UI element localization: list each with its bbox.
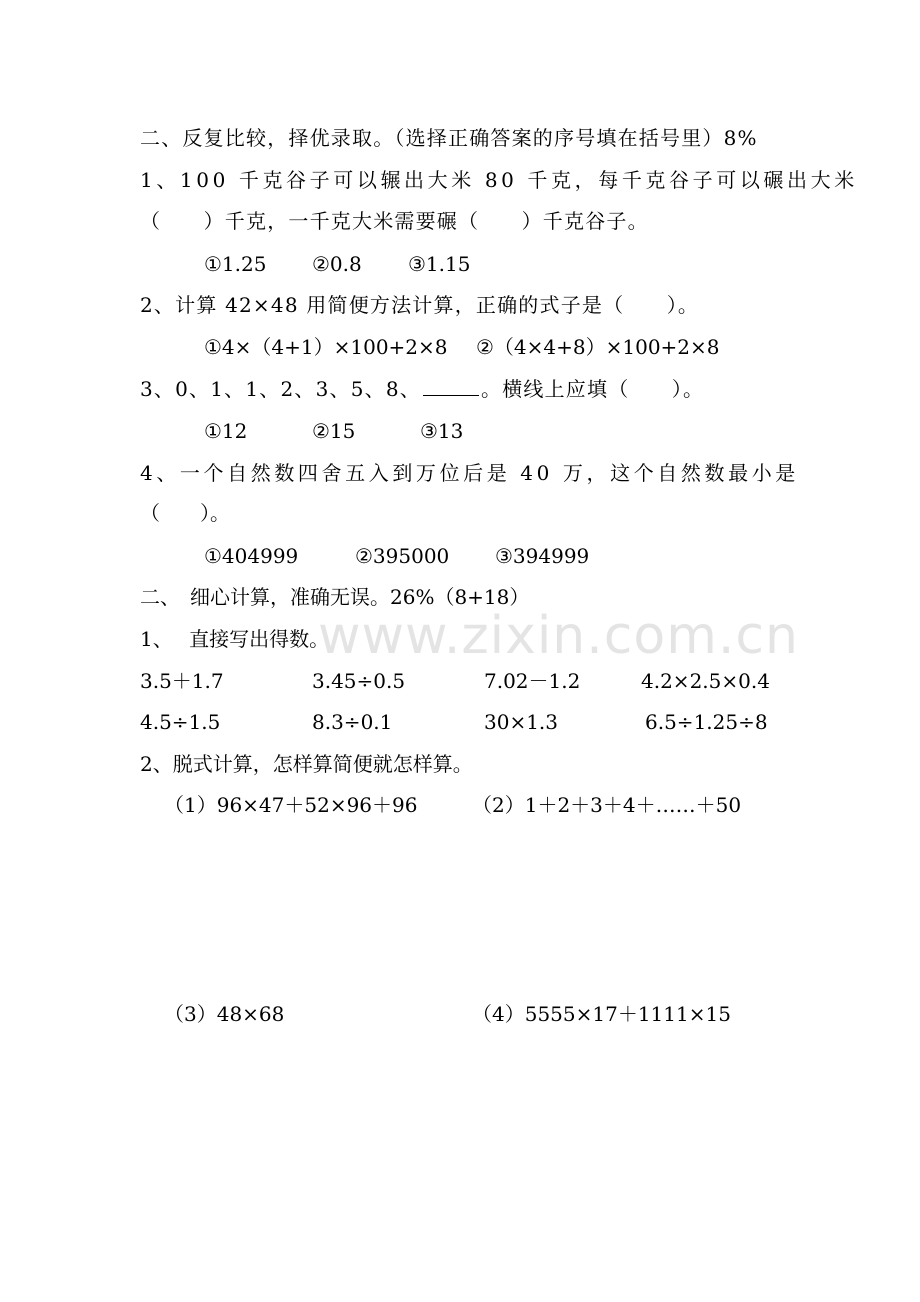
calc-r2-c2: 8.3÷0.1 — [312, 710, 393, 734]
calc-r1-c4: 4.2×2.5×0.4 — [641, 669, 770, 693]
q1-line1: 1、100 千克谷子可以辗出大米 80 千克，每千克谷子可以碾出大米 — [140, 168, 858, 192]
problem-4: （4）5555×17＋1111×15 — [472, 1002, 731, 1026]
problem-1: （1）96×47＋52×96＋96 — [164, 793, 418, 817]
problem-2: （2）1＋2＋3＋4＋……＋50 — [472, 793, 742, 817]
section1-heading: 二、反复比较，择优录取。（选择正确答案的序号填在括号里）8% — [140, 126, 758, 150]
watermark: www.zixin.com.cn — [318, 606, 799, 666]
q2-option-2: ②（4×4+8）×100+2×8 — [476, 335, 720, 359]
q3-blank — [423, 377, 479, 396]
q3-option-1: ①12 — [204, 419, 248, 443]
q4-option-3: ③394999 — [495, 544, 590, 568]
calc-r2-c1: 4.5÷1.5 — [140, 710, 221, 734]
q4-line2: （ ）。 — [140, 501, 230, 525]
q4-option-2: ②395000 — [355, 544, 450, 568]
q4-line1: 4、一个自然数四舍五入到万位后是 40 万，这个自然数最小是 — [140, 461, 799, 485]
q1-line2: （ ）千克，一千克大米需要碾（ ）千克谷子。 — [140, 209, 649, 233]
calc-r1-c3: 7.02－1.2 — [484, 669, 581, 693]
q3-option-3: ③13 — [420, 419, 464, 443]
problem-3: （3）48×68 — [164, 1002, 285, 1026]
sub1-label: 1、 直接写出得数。 — [140, 627, 330, 651]
calc-r2-c3: 30×1.3 — [484, 710, 559, 734]
q3-line1 — [140, 377, 704, 401]
q3-prompt: 。横线上应填（ ）。 — [481, 377, 705, 401]
q1-option-1: ①1.25 — [204, 252, 267, 276]
section2-heading: 二、 细心计算，准确无误。26%（8+18） — [140, 585, 530, 609]
calc-r1-c1: 3.5＋1.7 — [140, 669, 224, 693]
q1-option-2: ②0.8 — [312, 252, 362, 276]
sub2-label: 2、脱式计算，怎样算简便就怎样算。 — [140, 752, 473, 776]
calc-r2-c4: 6.5÷1.25÷8 — [645, 710, 768, 734]
q4-option-1: ①404999 — [204, 544, 299, 568]
q3-option-2: ②15 — [312, 419, 356, 443]
q1-option-3: ③1.15 — [408, 252, 471, 276]
q3-sequence: 3、0、1、1、2、3、5、8、 — [140, 377, 421, 401]
q2-option-1: ①4×（4+1）×100+2×8 — [204, 335, 448, 359]
calc-r1-c2: 3.45÷0.5 — [312, 669, 406, 693]
q2-line1: 2、计算 42×48 用简便方法计算，正确的式子是（ ）。 — [140, 293, 700, 317]
